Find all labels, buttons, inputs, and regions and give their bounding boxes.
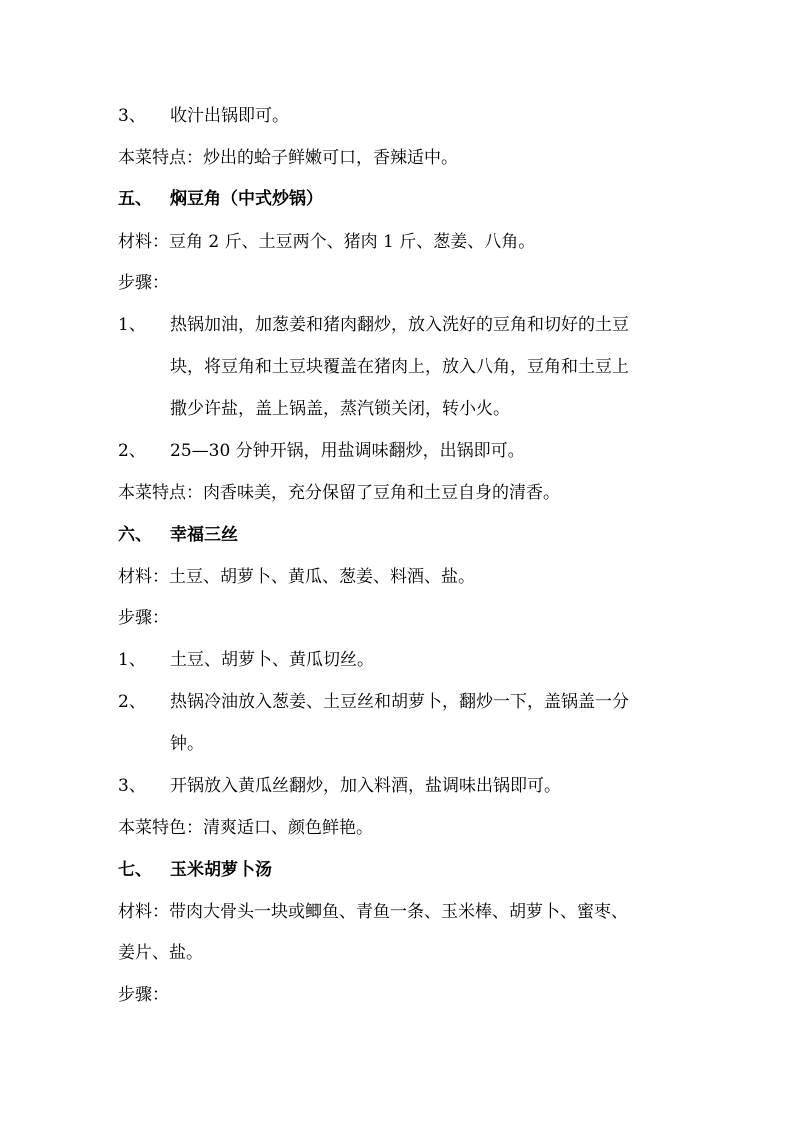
step-number: 2、 — [118, 692, 146, 712]
step-text: 热锅冷油放入葱姜、土豆丝和胡萝卜，翻炒一下，盖锅盖一分 — [170, 692, 629, 712]
section-number: 七、 — [118, 860, 152, 880]
steps-label: 步骤： — [118, 273, 169, 293]
dish-feature: 本菜特色：清爽适口、颜色鲜艳。 — [118, 818, 373, 838]
step-line — [118, 774, 561, 798]
section-heading — [118, 523, 238, 547]
step-number: 2、 — [118, 441, 146, 461]
step-number: 3、 — [118, 776, 146, 796]
dish-feature: 本菜特点：肉香味美，充分保留了豆角和土豆自身的清香。 — [118, 483, 560, 503]
steps-label: 步骤： — [118, 985, 169, 1005]
step-line — [118, 439, 525, 463]
step-text-continued: 块，将豆角和土豆块覆盖在猪肉上，放入八角，豆角和土豆上 — [170, 357, 629, 377]
step-text: 25—30 分钟开锅，用盐调味翻炒，出锅即可。 — [170, 441, 525, 461]
section-number: 六、 — [118, 525, 152, 545]
step-number: 3、 — [118, 106, 146, 126]
section-heading — [118, 858, 272, 882]
section-title: 幸福三丝 — [170, 525, 238, 545]
section-heading — [118, 187, 323, 211]
step-text: 热锅加油，加葱姜和猪肉翻炒，放入洗好的豆角和切好的土豆 — [170, 315, 629, 335]
section-title: 焖豆角（中式炒锅） — [170, 189, 323, 209]
step-line — [118, 104, 289, 128]
dish-feature: 本菜特点：炒出的蛤子鲜嫩可口，香辣适中。 — [118, 148, 458, 168]
materials-line: 材料：豆角 2 斤、土豆两个、猪肉 1 斤、葱姜、八角。 — [118, 232, 536, 252]
step-line — [118, 648, 374, 672]
step-text: 开锅放入黄瓜丝翻炒，加入料酒，盐调味出锅即可。 — [170, 776, 561, 796]
step-line — [118, 690, 629, 714]
steps-label: 步骤： — [118, 608, 169, 628]
step-text: 土豆、胡萝卜、黄瓜切丝。 — [170, 650, 374, 670]
step-text-continued: 撒少许盐，盖上锅盖，蒸汽锁关闭，转小火。 — [170, 399, 510, 419]
step-line — [118, 313, 629, 337]
section-title: 玉米胡萝卜汤 — [170, 860, 272, 880]
materials-line-continued: 姜片、盐。 — [118, 943, 203, 963]
step-text: 收汁出锅即可。 — [170, 106, 289, 126]
step-number: 1、 — [118, 650, 146, 670]
materials-line: 材料：带肉大骨头一块或鲫鱼、青鱼一条、玉米棒、胡萝卜、蜜枣、 — [118, 902, 628, 922]
step-text-continued: 钟。 — [170, 734, 204, 754]
section-number: 五、 — [118, 189, 152, 209]
materials-line: 材料：土豆、胡萝卜、黄瓜、葱姜、料酒、盐。 — [118, 567, 475, 587]
step-number: 1、 — [118, 315, 146, 335]
